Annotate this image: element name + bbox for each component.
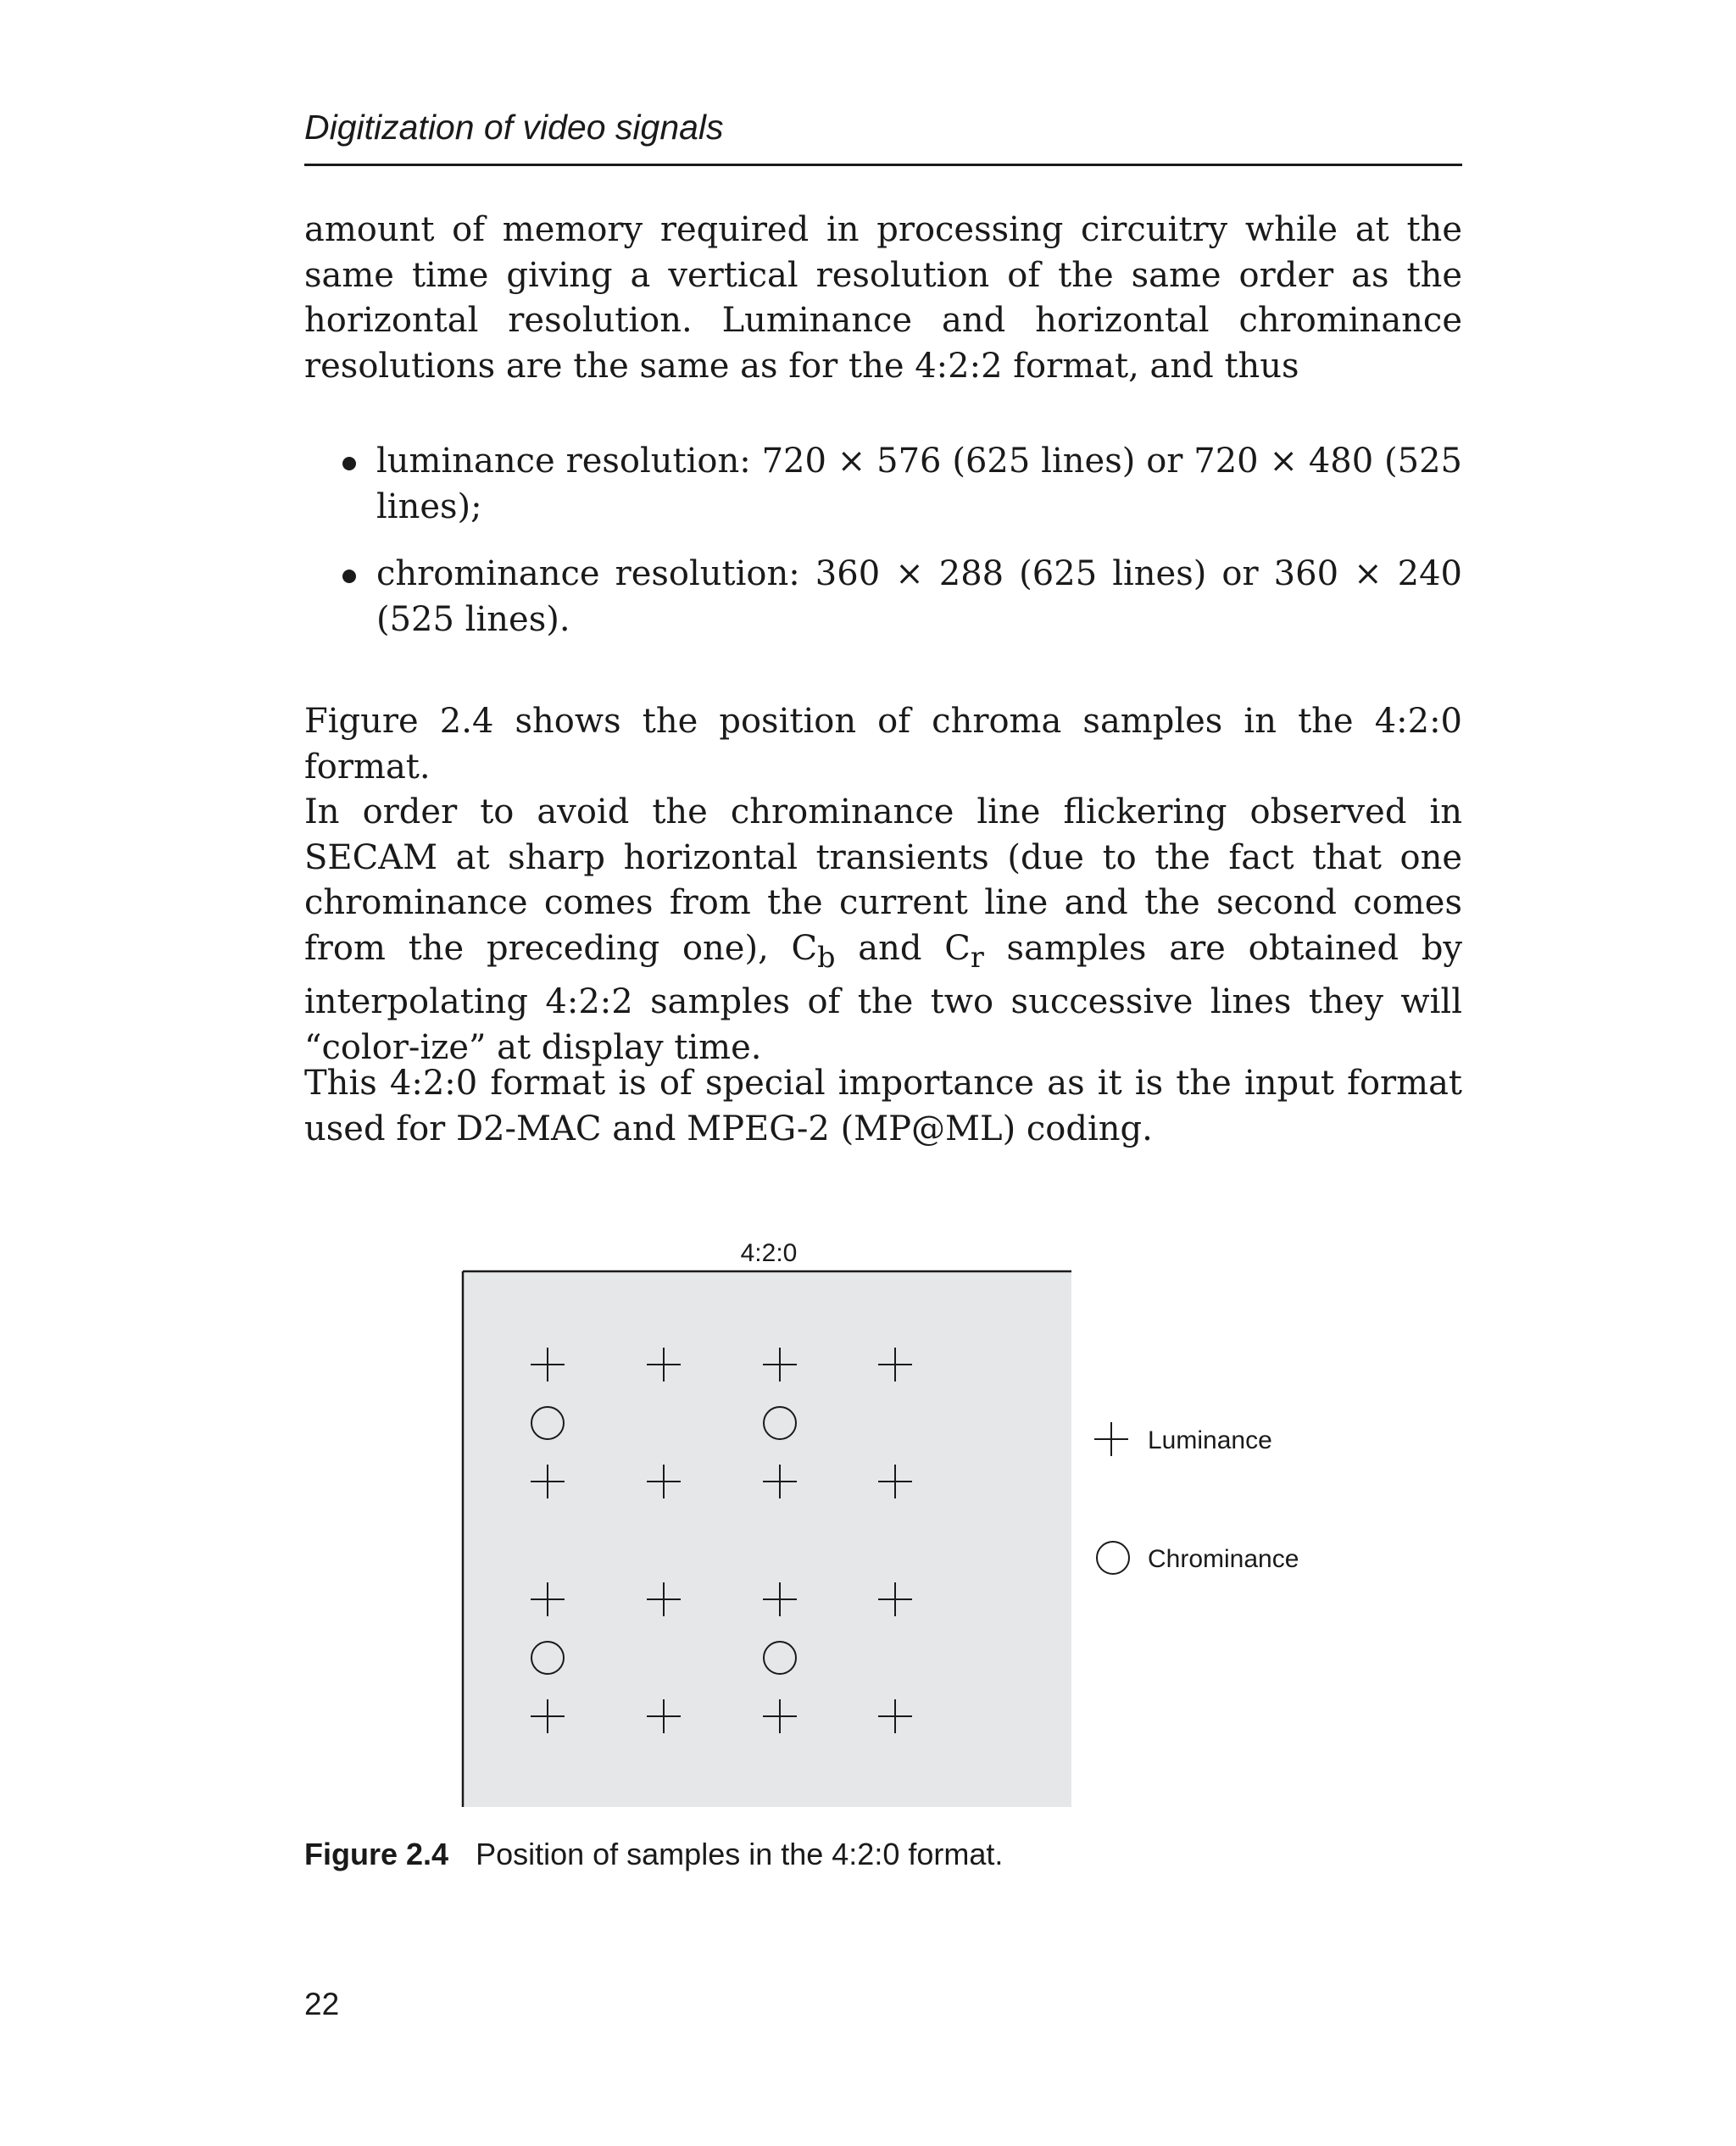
bullet-icon [342, 457, 356, 470]
list-item: chrominance resolution: 360 × 288 (625 lines) or 360 × 240 (525 lines). [339, 552, 1462, 642]
bullet-icon [342, 570, 356, 583]
paragraph-2: Figure 2.4 shows the position of chroma samples in the 4:2:0 format. [304, 702, 1462, 787]
diagram-panel [463, 1271, 1071, 1807]
resolution-list [339, 439, 1462, 664]
paragraph-4: This 4:2:0 format is of special importance as it is the input format used for D2-MAC and MPEG-2 (MP@ML) coding. [304, 1064, 1462, 1148]
running-header: Digitization of video signals [304, 108, 724, 147]
figure-title: 4:2:0 [740, 1239, 798, 1267]
page-number: 22 [304, 1987, 340, 2021]
header-rule [304, 164, 1462, 166]
legend-chrominance-label: Chrominance [1148, 1545, 1299, 1573]
list-item: luminance resolution: 720 × 576 (625 lines) or 720 × 480 (525 lines); [339, 439, 1462, 530]
paragraph-3: In order to avoid the chrominance line flickering observed in SECAM at sharp horizontal transients (due to the fact that one chrominance comes from the current line and the second comes from the preceding one), $C_b$ and $C_r$ samples are obtained by interpolating 4:2:2 samples of the two successive lines they will “color-ize” at display time. [304, 792, 1463, 1067]
legend-chrominance-icon [1097, 1542, 1129, 1574]
sampling-diagram [458, 1229, 1348, 1822]
figure-caption [304, 1833, 1462, 1876]
figure-sampling-diagram [458, 1229, 1348, 1822]
legend-luminance-icon [1094, 1422, 1128, 1456]
paragraph-1: amount of memory required in processing circuitry while at the same time giving a vertical resolution of the same order as the horizontal resolution. Luminance and horizontal chrominance resolutions are the same as for the 4:2:2 format, and thus [304, 210, 1462, 386]
legend [1094, 1422, 1299, 1574]
figure-caption-label: Figure 2.4 [304, 1837, 449, 1871]
legend-luminance-label: Luminance [1148, 1426, 1272, 1454]
figure-caption-text: Position of samples in the 4:2:0 format. [476, 1837, 1004, 1871]
